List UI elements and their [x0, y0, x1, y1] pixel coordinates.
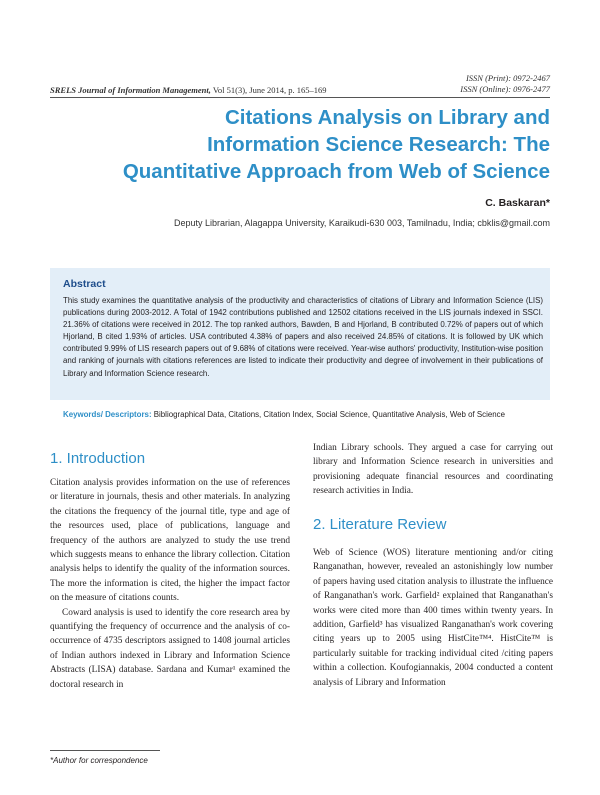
journal-details: Vol 51(3), June 2014, p. 165–169: [212, 85, 327, 95]
header-divider: [50, 97, 550, 98]
footnote-divider: [50, 750, 160, 751]
section-heading-literature-review: 2. Literature Review: [313, 516, 447, 533]
intro-paragraph-1: Citation analysis provides information on the use of references or literature in journals, thesis and other materials. In analyzing the citations the frequency of the journal title, type and age of the resources used, place of publications, language and frequency of the authors are analyzed to study the use trend which suggests means to enhance the library collection. Citation analysis helps to identify the quality of the information sources. The more the information is cited, the higher the impact factor on the measure of citations counts.: [50, 478, 290, 604]
author-name: C. Baskaran*: [485, 197, 550, 209]
intro-paragraph-2: Coward analysis is used to identify the core research area by quantifying the frequency of occurrence and the analysis of co-occurrence of 4735 descriptors assigned to 1408 journal articles of Indian authors indexed in Library and Information Science Abstracts (LISA) database. Sardana and Kumar¹ examined the doctoral research in: [50, 607, 290, 690]
left-column: [50, 476, 290, 692]
literature-paragraph-1: Web of Science (WOS) literature mentioning and/or citing Ranganathan, however, revealed an astonishingly low number of papers having used citation analysis to illustrate the influence of Ranganathan's work. Garfield² explained that Ranganathan's works were cited more than 400 times within twenty years. In addition, Garfield³ has visualized Ranganathan's work covering citing years up to 2005 using HistCite™⁴. HistCite™ is particularly suitable for tracking individual cited /citing papers within a collection. Koufogiannakis, 2004 conducted a content analysis of Library and Information: [313, 548, 553, 688]
abstract-heading: Abstract: [63, 278, 106, 290]
intro-paragraph-3: Indian Library schools. They argued a case for carrying out library and Information Science research in universities and provisioning adequate financial resources and coordinating research activities in India.: [313, 443, 553, 497]
abstract-text: This study examines the quantitative analysis of the productivity and characteristics of citations of Library and Information Science (LIS) publications during 2003-2012. A Total of 1942 contributions published and 12502 citations received in the LIS journals indexed in SSCI. 21.36% of citations were received in 2012. The top ranked authors, Bawden, B and Hjorland, B contributed 0.72% of papers out of which Hjorland, B cited 1.93% of articles. USA contributed 4.38% of papers and also received 24.85% of citations. It is followed by UK which contributed 9.99% of LIS research papers out of 9.68% of citations were received. Year-wise authors' productivity, Institution-wise position and ranking of journals with citations references are listed to indicate their productivity and degree of involvement in their publications of Library and Information Science research.: [63, 296, 543, 378]
keywords-label: Keywords/ Descriptors:: [63, 410, 152, 419]
issn-online: ISSN (Online): 0976-2477: [460, 84, 550, 94]
journal-citation: [50, 85, 326, 95]
footnote: *Author for correspondence: [50, 756, 148, 765]
right-column-bottom: [313, 546, 553, 690]
section-heading-introduction: 1. Introduction: [50, 450, 146, 467]
article-title: Citations Analysis on Library and Information Science Research: The Quantitative Approach from Web of Science: [122, 106, 550, 183]
journal-name: SRELS Journal of Information Management,: [50, 85, 211, 95]
keywords: [63, 409, 543, 421]
right-column-top: [313, 441, 553, 499]
author-affiliation: Deputy Librarian, Alagappa University, Karaikudi-630 003, Tamilnadu, India; cbklis@gmail.com: [174, 218, 550, 228]
issn-print: ISSN (Print): 0972-2467: [465, 73, 550, 83]
issn-block: [460, 73, 550, 95]
keywords-text: Bibliographical Data, Citations, Citation Index, Social Science, Quantitative Analysis, Web of Science: [153, 410, 505, 419]
